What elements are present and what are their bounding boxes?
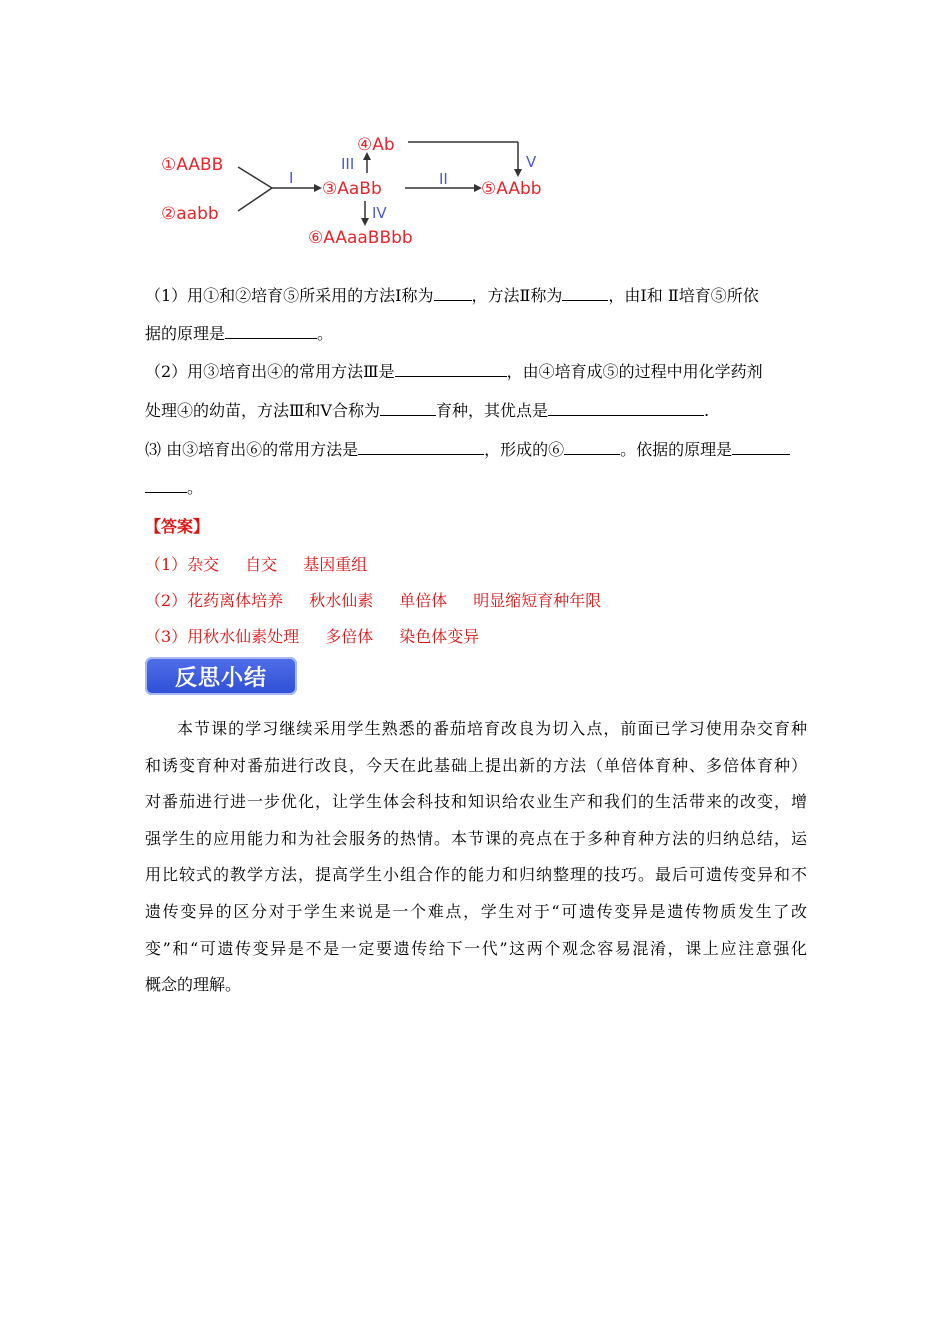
blank-q2-advantage [548,401,704,416]
answer-3: （3）用秋水仙素处理 多倍体 染色体变异 [145,627,480,646]
question-2-line-1: （2）用③培育出④的常用方法Ⅲ是 ，由④培育成⑤的过程中用化学药剂 [145,362,763,381]
blank-q3-principle-part1 [732,440,790,455]
summary-line: 和诱变育种对番茄进行改良，今天在此基础上提出新的方法（单倍体育种、多倍体育种） [145,755,807,775]
arrowhead-to-n6 [361,218,369,226]
method-i-label: I [289,169,294,187]
line-n2-to-junction [238,188,272,211]
question-2-line-2: 处理④的幼苗，方法Ⅲ和Ⅴ合称为 育种，其优点是 . [145,401,710,420]
answer-1: （1）杂交 自交 基因重组 [145,555,368,574]
method-iv-label: IV [372,204,387,222]
blank-q2-method-iii [395,362,507,377]
method-ii-label: II [439,170,448,188]
arrowhead-v-to-n5 [514,169,522,177]
summary-paragraph [145,711,807,1004]
blank-q3-method [358,440,484,455]
line-n1-to-junction [238,167,272,188]
summary-line: 概念的理解。 [145,975,242,995]
summary-line: 对番茄进行进一步优化，让学生体会科技和知识给农业生产和我们的生活带来的改变，增 [145,792,807,812]
method-v-label: V [526,153,537,171]
question-1-line-2: 据的原理是 。 [145,324,334,343]
arrowhead-to-n3 [314,184,322,192]
breeding-diagram [150,125,570,255]
blank-q2-breeding-type [380,401,436,416]
node-1-aabb: ①AABB [161,155,224,175]
summary-line: 变”和“可遗传变异是不是一定要遗传给下一代”这两个观念容易混淆，课上应注意强化 [145,938,807,958]
summary-line: 用比较式的教学方法，提高学生小组合作的能力和归纳整理的技巧。最后可遗传变异和不 [145,865,807,885]
summary-line: 遗传变异的区分对于学生来说是一个难点，学生对于“可遗传变异是遗传物质发生了改 [145,901,807,921]
answer-title: 【答案】 [145,517,210,536]
node-5-aabb: ⑤AAbb [481,179,542,199]
node-4-ab: ④Ab [357,135,395,155]
blank-q1-principle [225,324,317,339]
question-1-line-1: （1）用①和②培育⑤所采用的方法Ⅰ称为 ，方法Ⅱ称为 ，由Ⅰ和 Ⅱ培育⑤所依 [145,286,759,305]
blank-q3-principle-part2 [145,478,187,493]
blank-q3-result [564,440,620,455]
node-3-aabb: ③AaBb [322,179,382,199]
question-3-line-2: 。 [145,478,810,498]
blank-q1-method-i [434,286,472,301]
answer-2: （2）花药离体培养 秋水仙素 单倍体 明显缩短育种年限 [145,591,602,610]
method-iii-label: III [341,155,355,173]
node-6-aaaabbbb: ⑥AAaaBBbb [308,228,413,248]
summary-line: 强学生的应用能力和为社会服务的热情。本节课的亮点在于多种育种方法的归纳总结，运 [145,828,807,848]
summary-badge: 反思小结 [145,657,297,695]
question-3-line-1: ⑶ 由③培育出⑥的常用方法是 ，形成的⑥ 。依据的原理是 [145,440,810,460]
node-2-aabb: ②aabb [161,204,219,224]
summary-line: 本节课的学习继续采用学生熟悉的番茄培育改良为切入点，前面已学习使用杂交育种 [177,719,807,738]
blank-q1-method-ii [562,286,608,301]
